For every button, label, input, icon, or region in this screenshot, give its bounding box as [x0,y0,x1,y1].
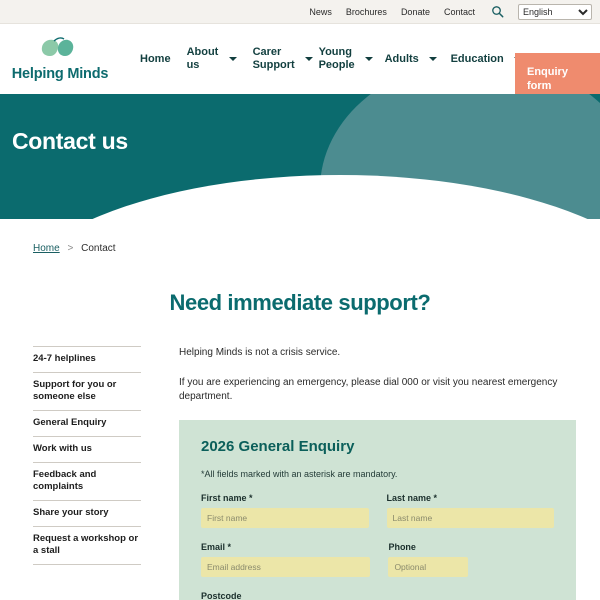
nav-label: Carer Support [252,46,295,71]
utility-link-donate[interactable]: Donate [400,6,430,17]
form-row-contact [201,542,554,577]
required-marker: * [433,493,438,503]
sidebar-item-general-enquiry[interactable]: General Enquiry [33,411,141,437]
nav-label: About us [186,46,219,71]
last-name-input[interactable] [387,508,555,528]
required-marker: * [227,542,232,552]
postcode-label: Postcode [201,591,242,600]
required-marker: * [249,493,253,503]
phone-input[interactable] [388,557,468,577]
breadcrumb-home[interactable]: Home [33,243,60,254]
utility-link-news[interactable]: News [309,6,332,17]
site-header [0,24,600,94]
last-name-label: Last name * [386,493,438,503]
nav-label: Young People [318,46,355,71]
chevron-down-icon [229,57,237,61]
chevron-down-icon [365,57,373,61]
content-area [0,346,600,600]
field-postcode [201,591,370,600]
sidebar-item-feedback[interactable]: Feedback and complaints [33,463,141,501]
nav-item-home[interactable] [132,53,179,66]
form-mandatory-note: *All fields marked with an asterisk are mandatory. [201,469,398,479]
nav-label: Home [140,52,171,65]
sidebar-item-helplines[interactable]: 24-7 helplines [33,346,141,373]
sidebar-item-share-your-story[interactable]: Share your story [33,501,141,527]
nav-item-adults[interactable] [377,53,443,66]
main-column [141,346,576,600]
sidebar-item-support[interactable]: Support for you or someone else [33,373,141,411]
form-title: 2026 General Enquiry [201,438,355,455]
nav-item-young-people[interactable] [311,46,377,72]
logo-text: Helping Minds [11,66,109,82]
leaf-heads-icon [38,36,82,65]
first-name-input[interactable] [201,508,369,528]
enquiry-form-button[interactable]: Enquiry form [515,53,600,105]
sidebar-nav [33,346,141,600]
nav-item-carer-support[interactable] [245,46,311,72]
chevron-down-icon [429,57,437,61]
email-label: Email * [201,542,232,552]
email-field[interactable] [201,557,370,577]
section-heading: Need immediate support? [169,290,431,315]
utility-link-contact[interactable]: Contact [443,6,475,17]
field-first-name [201,493,369,528]
breadcrumb-current: Contact [81,243,116,254]
utility-link-brochures[interactable]: Brochures [345,6,387,17]
sidebar-item-request-workshop[interactable]: Request a workshop or a stall [33,527,141,565]
first-name-label: First name * [201,493,253,503]
utility-bar [0,0,600,24]
enquiry-form-card [179,420,576,600]
breadcrumb [0,219,600,254]
search-icon[interactable] [491,5,504,18]
notice-paragraph-1: Helping Minds is not a crisis service. [179,347,341,358]
nav-item-education[interactable] [443,53,509,66]
site-logo[interactable] [10,36,110,82]
field-email [201,542,370,577]
hero-banner [0,94,600,219]
nav-label: Education [450,52,504,65]
form-row-postcode [201,591,554,600]
nav-label: Adults [384,52,419,65]
nav-item-about-us[interactable] [179,46,245,72]
field-phone [388,542,468,577]
form-row-name [201,493,554,528]
breadcrumb-separator: > [67,243,74,254]
notice-paragraph-2: If you are experiencing an emergency, please dial 000 or visit you nearest emergency department. [179,377,558,402]
field-last-name [387,493,555,528]
language-select[interactable] [518,4,592,20]
phone-label: Phone [388,542,416,552]
sidebar-item-work-with-us[interactable]: Work with us [33,437,141,463]
page-title: Contact us [12,128,128,154]
